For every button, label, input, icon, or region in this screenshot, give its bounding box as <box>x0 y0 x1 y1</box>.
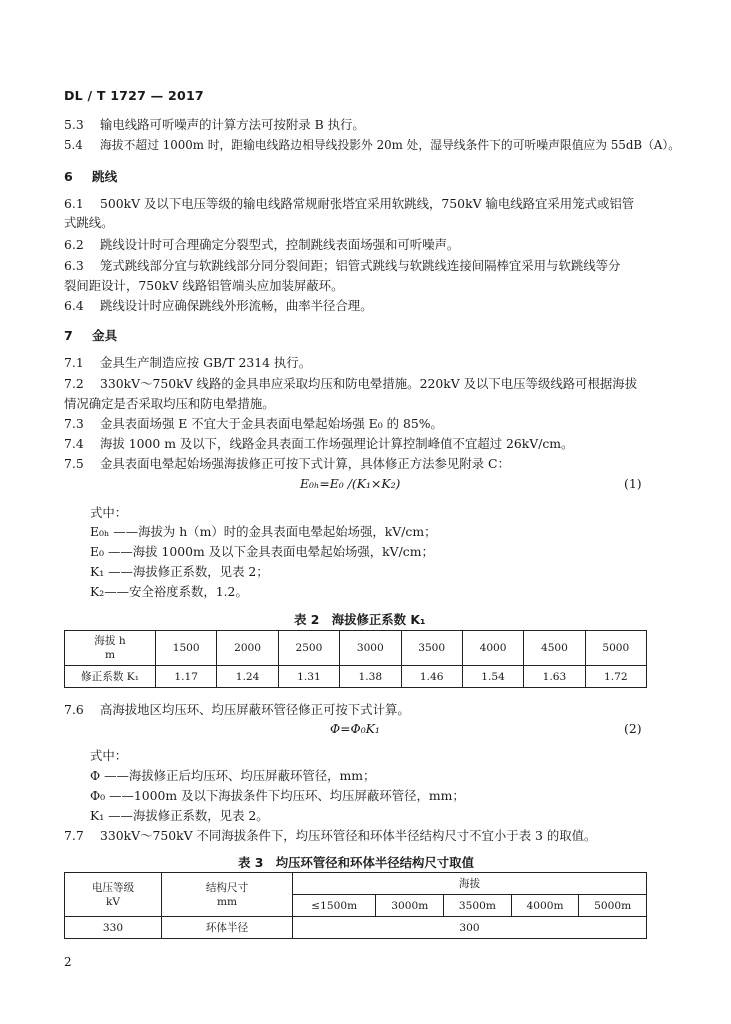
document-code: DL / T 1727 — 2017 <box>64 88 204 103</box>
clause-6-1 <box>64 194 634 212</box>
table-cell: 3000 <box>340 631 401 666</box>
table-cell: 4000m <box>511 895 579 917</box>
clause-text: 高海拔地区均压环、均压屏蔽环管径修正可按下式计算。 <box>100 702 410 717</box>
clause-text: 海拔不超过 1000m 时，距输电线路边相导线投影外 20m 处，湿导线条件下的可听噪声限值应为 55dB（A）。 <box>100 138 681 152</box>
clause-6-3-cont: 裂间距设计，750kV 线路铝管端头应加装屏蔽环。 <box>64 278 344 293</box>
clause-number: 7.1 <box>64 355 84 370</box>
clause-7-6 <box>64 700 410 718</box>
clause-7-4 <box>64 434 573 452</box>
clause-text: 跳线设计时应确保跳线外形流畅，曲率半径合理。 <box>100 298 373 313</box>
table-cell: 1.72 <box>585 666 646 688</box>
table-row <box>65 917 647 939</box>
table-cell: 2000 <box>217 631 278 666</box>
section-title: 金具 <box>92 328 118 343</box>
table-header-cell <box>162 873 293 917</box>
clause-text: 330kV～750kV 线路的金具串应采取均压和防电晕措施。220kV 及以下电压等级线路可根据海拔 <box>100 376 638 391</box>
table-header-cell <box>65 631 156 666</box>
clause-number: 6.1 <box>64 196 84 211</box>
where-item: K₁ ——海拔修正系数，见表 2； <box>90 564 269 579</box>
clause-6-4 <box>64 296 373 314</box>
clause-number: 7.2 <box>64 376 84 391</box>
table-cell: 300 <box>293 917 647 939</box>
equation-2: Φ=Φ₀K₁ <box>330 721 380 736</box>
section-number: 7 <box>64 328 73 343</box>
clause-7-2-cont: 情况确定是否采取均压和防电晕措施。 <box>64 396 275 411</box>
clause-number: 7.6 <box>64 702 84 717</box>
table-3 <box>64 872 647 939</box>
table-cell: 环体半径 <box>162 917 293 939</box>
table-cell: 3000m <box>376 895 444 917</box>
section-6-heading <box>64 166 117 185</box>
clause-text: 金具表面场强 E 不宜大于金具表面电晕起始场强 E₀ 的 85%。 <box>100 416 443 431</box>
clause-6-3 <box>64 256 620 274</box>
table-cell: 1.17 <box>156 666 217 688</box>
clause-number: 5.4 <box>64 138 83 152</box>
table-2-caption: 表 2 海拔修正系数 K₁ <box>294 612 426 627</box>
table-header-cell: 修正系数 K₁ <box>65 666 156 688</box>
equation-2-number: (2) <box>624 721 642 736</box>
table-cell: 4500 <box>524 631 585 666</box>
table-cell: 1.46 <box>401 666 462 688</box>
table-cell: 3500m <box>444 895 512 917</box>
clause-number: 6.3 <box>64 258 84 273</box>
section-number: 6 <box>64 169 73 184</box>
table-2 <box>64 630 647 688</box>
table-cell: 330 <box>65 917 162 939</box>
clause-text: 输电线路可听噪声的计算方法可按附录 B 执行。 <box>100 117 365 132</box>
table-cell: 1500 <box>156 631 217 666</box>
where-item: E₀ₕ ——海拔为 h（m）时的金具表面电晕起始场强，kV/cm； <box>90 524 437 539</box>
table-row <box>65 666 647 688</box>
table-cell: 1.38 <box>340 666 401 688</box>
equation-1-number: (1) <box>624 476 642 491</box>
table-cell: 5000 <box>585 631 646 666</box>
clause-6-1-cont: 式跳线。 <box>64 215 114 230</box>
section-7-heading <box>64 325 117 344</box>
table-row <box>65 873 647 895</box>
where-item: K₁ ——海拔修正系数，见表 2。 <box>90 808 269 823</box>
table-cell: 1.31 <box>278 666 339 688</box>
clause-number: 7.7 <box>64 828 84 843</box>
where-item: E₀ ——海拔 1000m 及以下金具表面电晕起始场强，kV/cm； <box>90 544 434 559</box>
where-item: K₂——安全裕度系数，1.2。 <box>90 584 248 599</box>
clause-text: 金具表面电晕起始场强海拔修正可按下式计算，具体修正方法参见附录 C： <box>100 456 510 471</box>
clause-number: 7.3 <box>64 416 84 431</box>
clause-5-4 <box>64 136 680 153</box>
voltage-head-line1: 电压等级 <box>91 881 135 894</box>
clause-number: 6.4 <box>64 298 84 313</box>
clause-text: 330kV～750kV 不同海拔条件下，均压环管径和环体半径结构尺寸不宜小于表 3 的取值。 <box>100 828 597 843</box>
where-label-1: 式中： <box>90 505 128 520</box>
clause-text: 金具生产制造应按 GB/T 2314 执行。 <box>100 355 312 370</box>
table-cell: 4000 <box>462 631 523 666</box>
clause-number: 7.4 <box>64 436 84 451</box>
section-title: 跳线 <box>92 169 118 184</box>
clause-7-1 <box>64 353 311 371</box>
clause-text: 笼式跳线部分宜与软跳线部分同分裂间距；铝管式跳线与软跳线连接间隔棒宜采用与软跳线等分 <box>100 258 621 273</box>
clause-number: 5.3 <box>64 117 84 132</box>
clause-text: 海拔 1000 m 及以下，线路金具表面工作场强理论计算控制峰值不宜超过 26kV/cm。 <box>100 436 574 451</box>
table-cell: 5000m <box>579 895 647 917</box>
clause-number: 7.5 <box>64 456 84 471</box>
clause-7-5 <box>64 454 510 472</box>
clause-number: 6.2 <box>64 237 84 252</box>
altitude-head-line1: 海拔 h <box>94 635 126 647</box>
table-cell: 1.54 <box>462 666 523 688</box>
page-number: 2 <box>64 955 72 969</box>
where-item: Φ₀ ——1000m 及以下海拔条件下均压环、均压屏蔽环管径，mm； <box>90 788 465 803</box>
voltage-head-line2: kV <box>105 895 121 908</box>
table-cell: 1.63 <box>524 666 585 688</box>
clause-7-2 <box>64 374 637 392</box>
clause-text: 跳线设计时可合理确定分裂型式，控制跳线表面场强和可听噪声。 <box>100 237 460 252</box>
table-cell: ≤1500m <box>293 895 376 917</box>
clause-text: 500kV 及以下电压等级的输电线路常规耐张塔宜采用软跳线，750kV 输电线路宜采用笼式或铝管 <box>100 196 635 211</box>
clause-5-3 <box>64 115 365 133</box>
equation-1: E₀ₕ=E₀ /(K₁×K₂) <box>300 476 401 491</box>
where-item: Φ ——海拔修正后均压环、均压屏蔽环管径，mm； <box>90 768 376 783</box>
table-cell: 2500 <box>278 631 339 666</box>
altitude-head-line2: m <box>104 649 116 661</box>
table-header-cell: 海拔 <box>293 873 647 895</box>
clause-7-7 <box>64 826 596 844</box>
clause-6-2 <box>64 235 459 253</box>
dimension-head-line2: mm <box>216 895 238 908</box>
table-cell: 3500 <box>401 631 462 666</box>
table-3-caption: 表 3 均压环管径和环体半径结构尺寸取值 <box>238 855 474 870</box>
clause-7-3 <box>64 414 443 432</box>
table-row <box>65 631 647 666</box>
table-header-cell <box>65 873 162 917</box>
where-label-2: 式中： <box>90 748 128 763</box>
table-cell: 1.24 <box>217 666 278 688</box>
dimension-head-line1: 结构尺寸 <box>205 881 249 894</box>
